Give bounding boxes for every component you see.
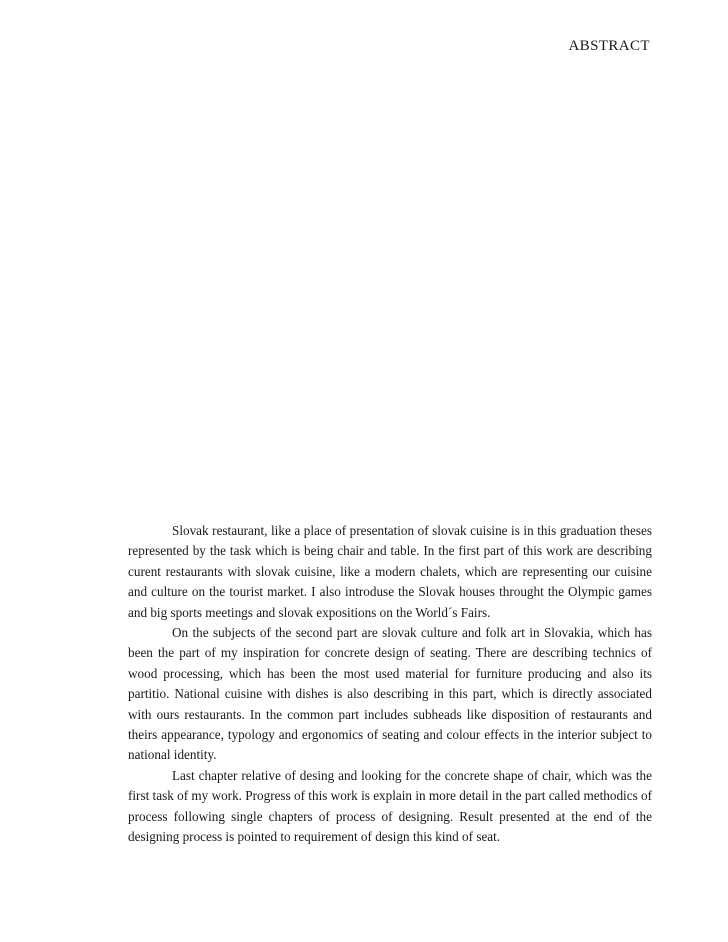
abstract-body [128, 521, 652, 848]
paragraph-3: Last chapter relative of desing and looking for the concrete shape of chair, which was the first task of my work. Progress of this work is explain in more detail in the part called methodics of process following single chapters of process of designing. Result presented at the end of the designing process is pointed to requirement of design this kind of seat. [128, 767, 652, 845]
page-title: ABSTRACT [568, 38, 650, 54]
paragraph-1: Slovak restaurant, like a place of presentation of slovak cuisine is in this graduation theses represented by the task which is being chair and table. In the first part of this work are describing curent restaurants with slovak cuisine, like a modern chalets, which are representing our cuisine and culture on the tourist market. I also introduse the Slovak houses throught the Olympic games and big sports meetings and slovak expositions on the World´s Fairs. [128, 523, 652, 620]
paragraph-2: On the subjects of the second part are slovak culture and folk art in Slovakia, which has been the part of my inspiration for concrete design of seating. There are describing technics of wood processing, which has been the most used material for furniture producing and also its partitio. National cuisine with dishes is also describing in this part, which is directly associated with ours restaurants. In the common part includes subheads like disposition of restaurants and theirs appearance, typology and ergonomics of seating and colour effects in the interior subject to national identity. [128, 625, 652, 763]
